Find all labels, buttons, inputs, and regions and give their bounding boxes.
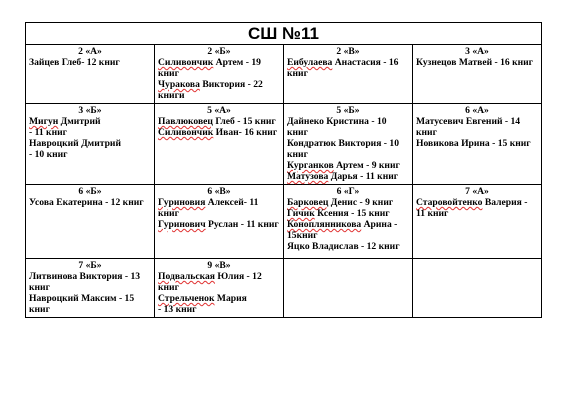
class-cell	[413, 45, 542, 104]
student-entry	[29, 149, 151, 160]
class-label: 5 «А»	[207, 105, 231, 116]
student-entry	[287, 241, 409, 252]
entry-text: Навроцкий Дмитрий	[29, 138, 121, 149]
entry-text: Навроцкий Максим - 15 книг	[29, 293, 135, 315]
page-title: СШ №11	[26, 23, 542, 45]
school-table	[25, 22, 542, 318]
class-label: 9 «В»	[207, 260, 231, 271]
class-label: 2 «А»	[78, 46, 102, 57]
entry-text: Денис - 9 книг	[328, 197, 394, 208]
entry-text: Кондратюк Виктория - 10 книг	[287, 138, 399, 160]
student-entry	[158, 127, 280, 138]
student-entry	[158, 271, 280, 293]
entry-text: - 13 книг	[158, 304, 197, 315]
student-surname: Павлюковец	[158, 116, 213, 127]
table-row	[26, 259, 542, 318]
entry-text: Новикова Ирина - 15 книг	[416, 138, 531, 149]
student-entry	[158, 57, 280, 79]
entry-text: Ксения - 15 книг	[314, 208, 390, 219]
entry-text: Дарья - 11 книг	[328, 171, 399, 182]
entry-text: Литвинова Виктория - 13 книг	[29, 271, 141, 293]
class-cell	[284, 259, 413, 318]
entry-text: Юлия - 12 книг	[158, 271, 262, 293]
student-surname: Гуриновия	[158, 197, 206, 208]
student-entry	[158, 219, 280, 230]
student-surname: Силивончик	[158, 57, 214, 68]
class-cell	[413, 104, 542, 185]
student-entry	[287, 57, 409, 79]
table-row	[26, 45, 542, 104]
student-entry	[29, 57, 151, 68]
student-surname: Гичик	[287, 208, 315, 219]
student-surname: Курганков	[287, 160, 334, 171]
student-surname: Барковец	[287, 197, 329, 208]
class-cell	[284, 45, 413, 104]
title-row	[26, 23, 542, 45]
student-entry	[158, 79, 280, 101]
class-label: 7 «А»	[465, 186, 489, 197]
student-entry	[416, 138, 538, 149]
entry-text: Яцко Владислав - 12 книг	[287, 241, 400, 252]
student-entry	[29, 271, 151, 293]
entry-text: - 10 книг	[29, 149, 68, 160]
class-label: 3 «Б»	[78, 105, 102, 116]
student-surname: Чуракова	[158, 79, 200, 90]
entry-text: Зайцев Глеб- 12 книг	[29, 57, 120, 68]
entry-text: Иван- 16 книг	[213, 127, 278, 138]
student-surname: Еибулаева	[287, 57, 333, 68]
student-surname: Коноплянникова	[287, 219, 362, 230]
entry-text: Мария	[214, 293, 247, 304]
class-cell	[413, 259, 542, 318]
class-cell	[284, 104, 413, 185]
student-surname: Подвальская	[158, 271, 215, 282]
student-entry	[158, 293, 280, 304]
entry-text: - 11 книг	[29, 127, 67, 138]
student-entry	[287, 171, 409, 182]
student-surname: Стрельченок	[158, 293, 215, 304]
student-surname: Гуринович	[158, 219, 206, 230]
class-cell	[413, 185, 542, 259]
student-surname: Силивончик	[158, 127, 214, 138]
entry-text: Кузнецов Матвей - 16 книг	[416, 57, 534, 68]
student-entry	[158, 304, 280, 315]
table-row	[26, 185, 542, 259]
entry-text: Дмитрий	[58, 116, 101, 127]
class-label: 7 «Б»	[78, 260, 102, 271]
class-label: 2 «Б»	[207, 46, 231, 57]
entry-text: Руслан - 11 книг	[205, 219, 279, 230]
student-entry	[287, 116, 409, 138]
class-cell	[155, 185, 284, 259]
student-entry	[29, 138, 151, 149]
class-label: 2 «В»	[336, 46, 360, 57]
student-surname: Мигун	[29, 116, 59, 127]
class-cell	[26, 185, 155, 259]
student-entry	[29, 197, 151, 208]
student-entry	[416, 116, 538, 138]
student-entry	[29, 293, 151, 315]
student-entry	[287, 160, 409, 171]
class-cell	[155, 45, 284, 104]
class-cell	[284, 185, 413, 259]
class-label: 5 «Б»	[336, 105, 360, 116]
entry-text: Глеб - 15 книг	[212, 116, 276, 127]
class-cell	[155, 259, 284, 318]
table-row	[26, 104, 542, 185]
class-cell	[26, 45, 155, 104]
student-entry	[416, 57, 538, 68]
entry-text: Арина - 15книг	[287, 219, 398, 241]
entry-text: Виктория - 22 книги	[158, 79, 263, 101]
entry-text: Дайнеко Кристина - 10 книг	[287, 116, 387, 138]
class-cell	[155, 104, 284, 185]
entry-text: Валерия - 11 книг	[416, 197, 528, 219]
student-entry	[287, 208, 409, 219]
student-surname: Старовойтенко	[416, 197, 483, 208]
student-entry	[29, 127, 151, 138]
student-entry	[287, 219, 409, 241]
class-label: 6 «В»	[207, 186, 231, 197]
entry-text: Алексей- 11 книг	[158, 197, 259, 219]
student-entry	[416, 197, 538, 219]
class-label: 6 «Г»	[336, 186, 360, 197]
class-label: 3 «А»	[465, 46, 489, 57]
class-cell	[26, 259, 155, 318]
entry-text: Матусевич Евгений - 14 книг	[416, 116, 521, 138]
class-cell	[26, 104, 155, 185]
class-label: 6 «Б»	[78, 186, 102, 197]
entry-text: Анастасия - 16 книг	[287, 57, 399, 79]
entry-text: Артем - 9 книг	[333, 160, 400, 171]
entry-text: Усова Екатерина - 12 книг	[29, 197, 144, 208]
student-surname: Матузова	[287, 171, 329, 182]
student-entry	[287, 197, 409, 208]
entry-text: Артем - 19 книг	[158, 57, 261, 79]
student-entry	[29, 116, 151, 127]
student-entry	[287, 138, 409, 160]
student-entry	[158, 197, 280, 219]
class-label: 6 «А»	[465, 105, 489, 116]
student-entry	[158, 116, 280, 127]
